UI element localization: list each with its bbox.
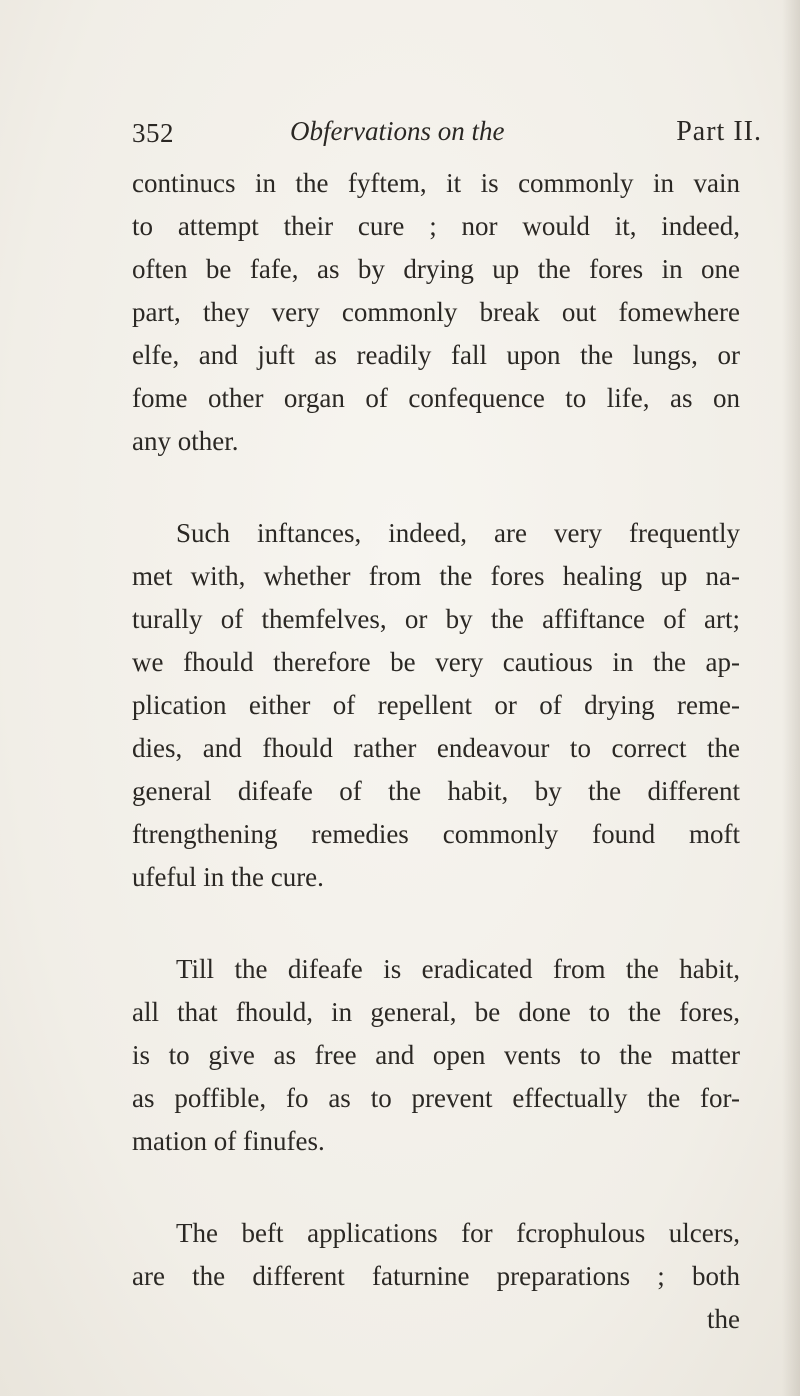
part-label: Part II. <box>676 116 762 147</box>
text-line: any other. <box>132 426 239 456</box>
text-line: plication either of repellent or of drying reme- <box>132 690 740 720</box>
text-line: often be fafe, as by drying up the fores in one <box>132 254 740 284</box>
paragraph <box>132 948 740 1163</box>
text-line: mation of finufes. <box>132 1126 325 1156</box>
text-line: continucs in the fyftem, it is commonly in vain <box>132 168 740 198</box>
text-line: are the different faturnine preparations ; both <box>132 1261 740 1291</box>
paragraph <box>132 1212 740 1298</box>
text-line: is to give as free and open vents to the matter <box>132 1040 740 1070</box>
text-line: The beft applications for fcrophulous ulcers, <box>176 1218 740 1248</box>
text-line: ftrengthening remedies commonly found moft <box>132 819 740 849</box>
text-line: part, they very commonly break out fomewhere <box>132 297 740 327</box>
body-text <box>132 162 740 1341</box>
paragraph-gap <box>132 899 740 948</box>
text-line: ufeful in the cure. <box>132 862 324 892</box>
text-line: Till the difeafe is eradicated from the habit, <box>176 954 740 984</box>
text-line: met with, whether from the fores healing up na- <box>132 561 740 591</box>
text-line: as poffible, fo as to prevent effectually the for- <box>132 1083 740 1113</box>
paragraph-gap <box>132 1163 740 1212</box>
catchword: the <box>707 1304 740 1334</box>
page-number: 352 <box>132 118 174 148</box>
text-line: elfe, and juft as readily fall upon the lungs, or <box>132 340 740 370</box>
text-line: we fhould therefore be very cautious in the ap- <box>132 647 740 677</box>
paragraph <box>132 512 740 899</box>
paragraph <box>132 162 740 463</box>
running-header <box>132 118 762 158</box>
text-line: Such inftances, indeed, are very frequently <box>176 518 740 548</box>
text-line: fome other organ of confequence to life, as on <box>132 383 740 413</box>
paragraph-gap <box>132 463 740 512</box>
text-line: turally of themfelves, or by the affiftance of art; <box>132 604 740 634</box>
running-title: Obfervations on the <box>290 116 505 146</box>
text-line: general difeafe of the habit, by the different <box>132 776 740 806</box>
text-line: to attempt their cure ; nor would it, indeed, <box>132 211 740 241</box>
page-edge-shadow <box>782 0 800 1396</box>
text-line: all that fhould, in general, be done to the fores, <box>132 997 740 1027</box>
text-line: dies, and fhould rather endeavour to correct the <box>132 733 740 763</box>
